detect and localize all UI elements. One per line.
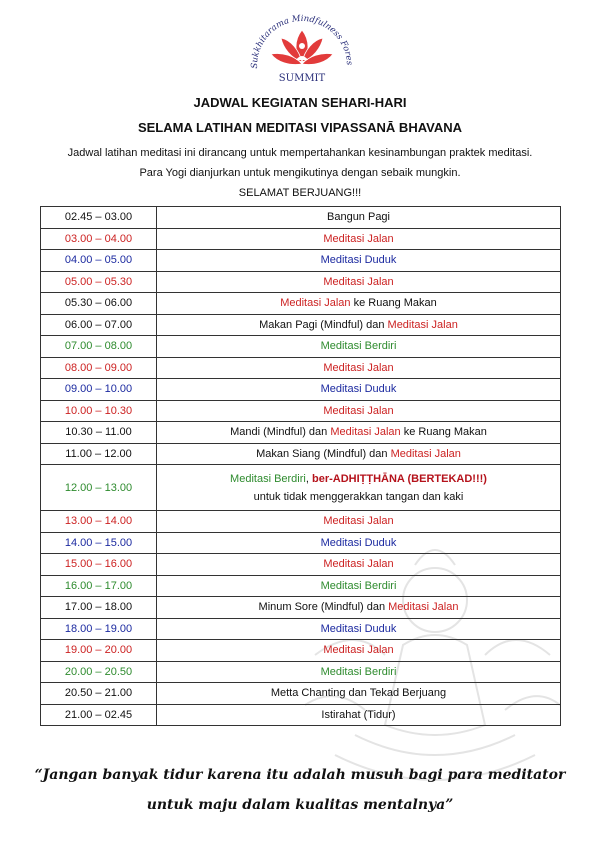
schedule-activity	[157, 336, 561, 358]
schedule-row	[41, 683, 561, 705]
schedule-activity	[157, 400, 561, 422]
activity-segment: Meditasi Jalan	[323, 404, 394, 417]
schedule-activity	[157, 575, 561, 597]
activity-line-2: untuk tidak menggerakkan tangan dan kaki	[253, 490, 464, 503]
activity-segment: Meditasi Duduk	[320, 383, 397, 396]
activity-segment: Meditasi Jalan	[387, 318, 458, 331]
quote-line-2: untuk maju dalam kualitas mentalnya”	[146, 797, 454, 813]
schedule-activity	[157, 228, 561, 250]
activity-segment: Meditasi Jalan	[323, 361, 394, 374]
activity-segment: Meditasi Jalan	[388, 601, 459, 614]
schedule-activity	[157, 661, 561, 683]
schedule-activity	[157, 207, 561, 229]
schedule-row	[41, 336, 561, 358]
intro-line-3: SELAMAT BERJUANG!!!	[238, 187, 362, 199]
activity-segment: Meditasi Jalan	[280, 297, 351, 310]
schedule-time: 02.45 – 03.00	[41, 207, 157, 229]
schedule-row	[41, 443, 561, 465]
schedule-row	[41, 511, 561, 533]
schedule-activity	[157, 379, 561, 401]
schedule-row	[41, 400, 561, 422]
schedule-row	[41, 293, 561, 315]
activity-segment: Meditasi Jalan	[323, 515, 394, 528]
activity-segment: ke Ruang Makan	[350, 297, 437, 310]
schedule-time: 14.00 – 15.00	[41, 532, 157, 554]
schedule-row	[41, 704, 561, 726]
schedule-time: 20.50 – 21.00	[41, 683, 157, 705]
schedule-time: 09.00 – 10.00	[41, 379, 157, 401]
schedule-row	[41, 357, 561, 379]
page-title: JADWAL KEGIATAN SEHARI-HARI	[193, 95, 407, 110]
schedule-row	[41, 661, 561, 683]
activity-segment: Makan Siang (Mindful) dan	[256, 447, 391, 460]
activity-segment: Makan Pagi (Mindful) dan	[259, 318, 388, 331]
schedule-activity	[157, 511, 561, 533]
schedule-row	[41, 271, 561, 293]
activity-segment: Meditasi Jalan	[323, 558, 394, 571]
page-subtitle: SELAMA LATIHAN MEDITASI VIPASSANĀ BHAVANA	[137, 120, 463, 135]
schedule-time: 17.00 – 18.00	[41, 597, 157, 619]
summit-logo	[247, 8, 357, 90]
activity-segment: Meditasi Berdiri	[320, 665, 397, 678]
activity-segment: Meditasi Jalan	[323, 232, 394, 245]
schedule-time: 13.00 – 14.00	[41, 511, 157, 533]
activity-segment: Meditasi Jalan	[323, 275, 394, 288]
schedule-activity	[157, 597, 561, 619]
activity-segment: Meditasi Duduk	[320, 622, 397, 635]
schedule-time: 03.00 – 04.00	[41, 228, 157, 250]
schedule-row	[41, 597, 561, 619]
schedule-row	[41, 618, 561, 640]
schedule-activity	[157, 443, 561, 465]
schedule-time: 07.00 – 08.00	[41, 336, 157, 358]
activity-segment: ,	[305, 472, 312, 485]
schedule-row	[41, 379, 561, 401]
activity-segment: ke Ruang Makan	[400, 426, 487, 439]
schedule-row	[41, 207, 561, 229]
intro-line-2: Para Yogi dianjurkan untuk mengikutinya dengan sebaik mungkin.	[139, 167, 461, 179]
schedule-activity	[157, 465, 561, 511]
schedule-time: 11.00 – 12.00	[41, 443, 157, 465]
schedule-time: 05.00 – 05.30	[41, 271, 157, 293]
activity-segment: Mandi (Mindful) dan	[230, 426, 331, 439]
schedule-time: 16.00 – 17.00	[41, 575, 157, 597]
schedule-time: 04.00 – 05.00	[41, 250, 157, 272]
schedule-row	[41, 314, 561, 336]
logo-word: SUMMIT	[278, 73, 326, 84]
intro-line-1: Jadwal latihan meditasi ini dirancang untuk mempertahankan kesinambungan praktek meditasi.	[67, 147, 533, 159]
schedule-time: 10.00 – 10.30	[41, 400, 157, 422]
schedule-activity	[157, 554, 561, 576]
activity-segment: Meditasi Berdiri	[320, 579, 397, 592]
schedule-time: 08.00 – 09.00	[41, 357, 157, 379]
schedule-activity	[157, 618, 561, 640]
schedule-activity	[157, 422, 561, 444]
schedule-row	[41, 532, 561, 554]
logo-arc-text: Sukkhitarama Mindfulness Fores	[249, 13, 355, 69]
activity-segment: Metta Chanting dan Tekad Berjuang	[270, 687, 447, 700]
schedule-time: 18.00 – 19.00	[41, 618, 157, 640]
schedule-table	[40, 206, 561, 726]
activity-segment: Meditasi Duduk	[320, 536, 397, 549]
schedule-time: 20.00 – 20.50	[41, 661, 157, 683]
activity-segment: Istirahat (Tidur)	[321, 708, 396, 721]
schedule-activity	[157, 683, 561, 705]
schedule-row	[41, 422, 561, 444]
schedule-activity	[157, 640, 561, 662]
schedule-row	[41, 640, 561, 662]
schedule-time: 19.00 – 20.00	[41, 640, 157, 662]
schedule-activity	[157, 271, 561, 293]
schedule-time: 06.00 – 07.00	[41, 314, 157, 336]
schedule-time: 05.30 – 06.00	[41, 293, 157, 315]
schedule-activity	[157, 293, 561, 315]
activity-segment: Meditasi Jalan	[323, 644, 394, 657]
activity-segment: ber-ADHIṬṬHĀNA (BERTEKAD!!!)	[311, 472, 487, 485]
schedule-time: 21.00 – 02.45	[41, 704, 157, 726]
schedule-time: 12.00 – 13.00	[41, 465, 157, 511]
schedule-row	[41, 228, 561, 250]
schedule-row	[41, 250, 561, 272]
quote-line-1: “Jangan banyak tidur karena itu adalah musuh bagi para meditator	[34, 767, 566, 783]
schedule-time: 10.30 – 11.00	[41, 422, 157, 444]
activity-segment: Meditasi Duduk	[320, 254, 397, 267]
activity-segment: Meditasi Jalan	[390, 447, 461, 460]
activity-segment: Meditasi Jalan	[330, 426, 401, 439]
activity-segment: Minum Sore (Mindful) dan	[258, 601, 389, 614]
schedule-activity	[157, 357, 561, 379]
schedule-activity	[157, 532, 561, 554]
activity-segment: Meditasi Berdiri	[230, 472, 306, 485]
schedule-row	[41, 554, 561, 576]
schedule-time: 15.00 – 16.00	[41, 554, 157, 576]
schedule-activity	[157, 250, 561, 272]
activity-segment: Bangun Pagi	[327, 211, 390, 224]
schedule-row	[41, 465, 561, 511]
schedule-activity	[157, 704, 561, 726]
activity-segment: Meditasi Berdiri	[320, 340, 397, 353]
schedule-row	[41, 575, 561, 597]
schedule-activity	[157, 314, 561, 336]
